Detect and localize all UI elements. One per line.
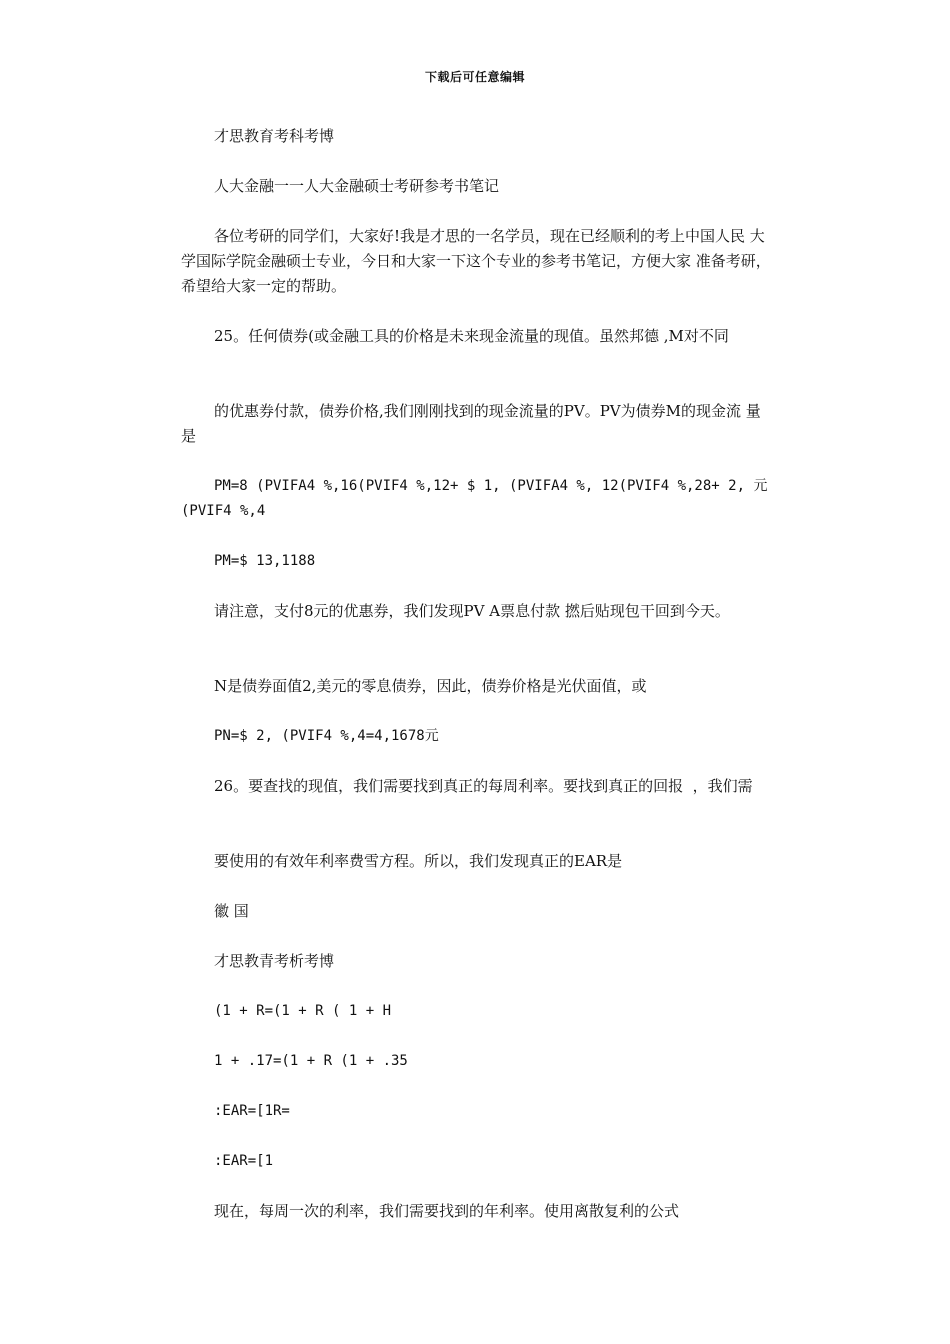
document-title: 人大金融一一人大金融硕士考研参考书笔记	[214, 177, 500, 195]
ear-line-1: :EAR=[1R=	[214, 1103, 290, 1119]
fisher-equation-line: 要使用的有效年利率费雪方程。所以，我们发现真正的EAR是	[214, 852, 623, 870]
note-paragraph: 请注意，支付8元的优惠券，我们发现PV A票息付款 撚后贴现包干回到今天。	[214, 602, 730, 620]
paragraph-25: 25。任何债券(或金融工具的价格是未来现金流量的现值。虽然邦德 ,M对不同	[214, 327, 729, 345]
paragraph-26: 26。要查找的现值，我们需要找到真正的每周利率。要找到真正的回报 ，我们需	[214, 777, 753, 795]
pn-formula: PN=$ 2, (PVIF4 %,4=4,1678元	[214, 728, 439, 744]
garbled-line: 徽 国	[214, 902, 249, 920]
watermark-heading-line: 才思教育考科考博	[214, 127, 335, 145]
pm-result: PM=$ 13,1188	[214, 553, 316, 569]
zero-coupon-line: N是债券面值2,美元的零息债券，因此，债券价格是光伏面值，或	[214, 677, 647, 695]
ear-line-2: :EAR=[1	[214, 1153, 274, 1169]
intro-paragraph: 各位考研的同学们，大家好!我是才思的一名学员，现在已经顺利的考上中国人民 大学国际学院金融硕士专业，今日和大家一下这个专业的参考书笔记，方便大家 准备考研，希望给大家一定的帮助。	[181, 227, 771, 295]
pm-formula: PM=8 (PVIFA4 %,16(PVIF4 %,12+ $ 1, (PVIFA4 %, 12(PVIF4 %,28+ 2, 元(PVIF4 %,4	[181, 478, 768, 519]
download-editable-note: 下载后可任意编辑	[424, 70, 525, 84]
weekly-rate-line: 现在，每周一次的利率，我们需要找到的年利率。使用离散复利的公式	[214, 1202, 680, 1220]
fisher-formula: (1 + R=(1 + R ( 1 + H	[214, 1003, 392, 1019]
fisher-values: 1 + .17=(1 + R (1 + .35	[214, 1053, 408, 1069]
watermark-line-2: 才思教青考析考博	[214, 952, 335, 970]
coupon-paragraph: 的优惠券付款，债券价格,我们刚刚找到的现金流量的PV。PV为债券M的现金流 量是	[181, 402, 761, 445]
